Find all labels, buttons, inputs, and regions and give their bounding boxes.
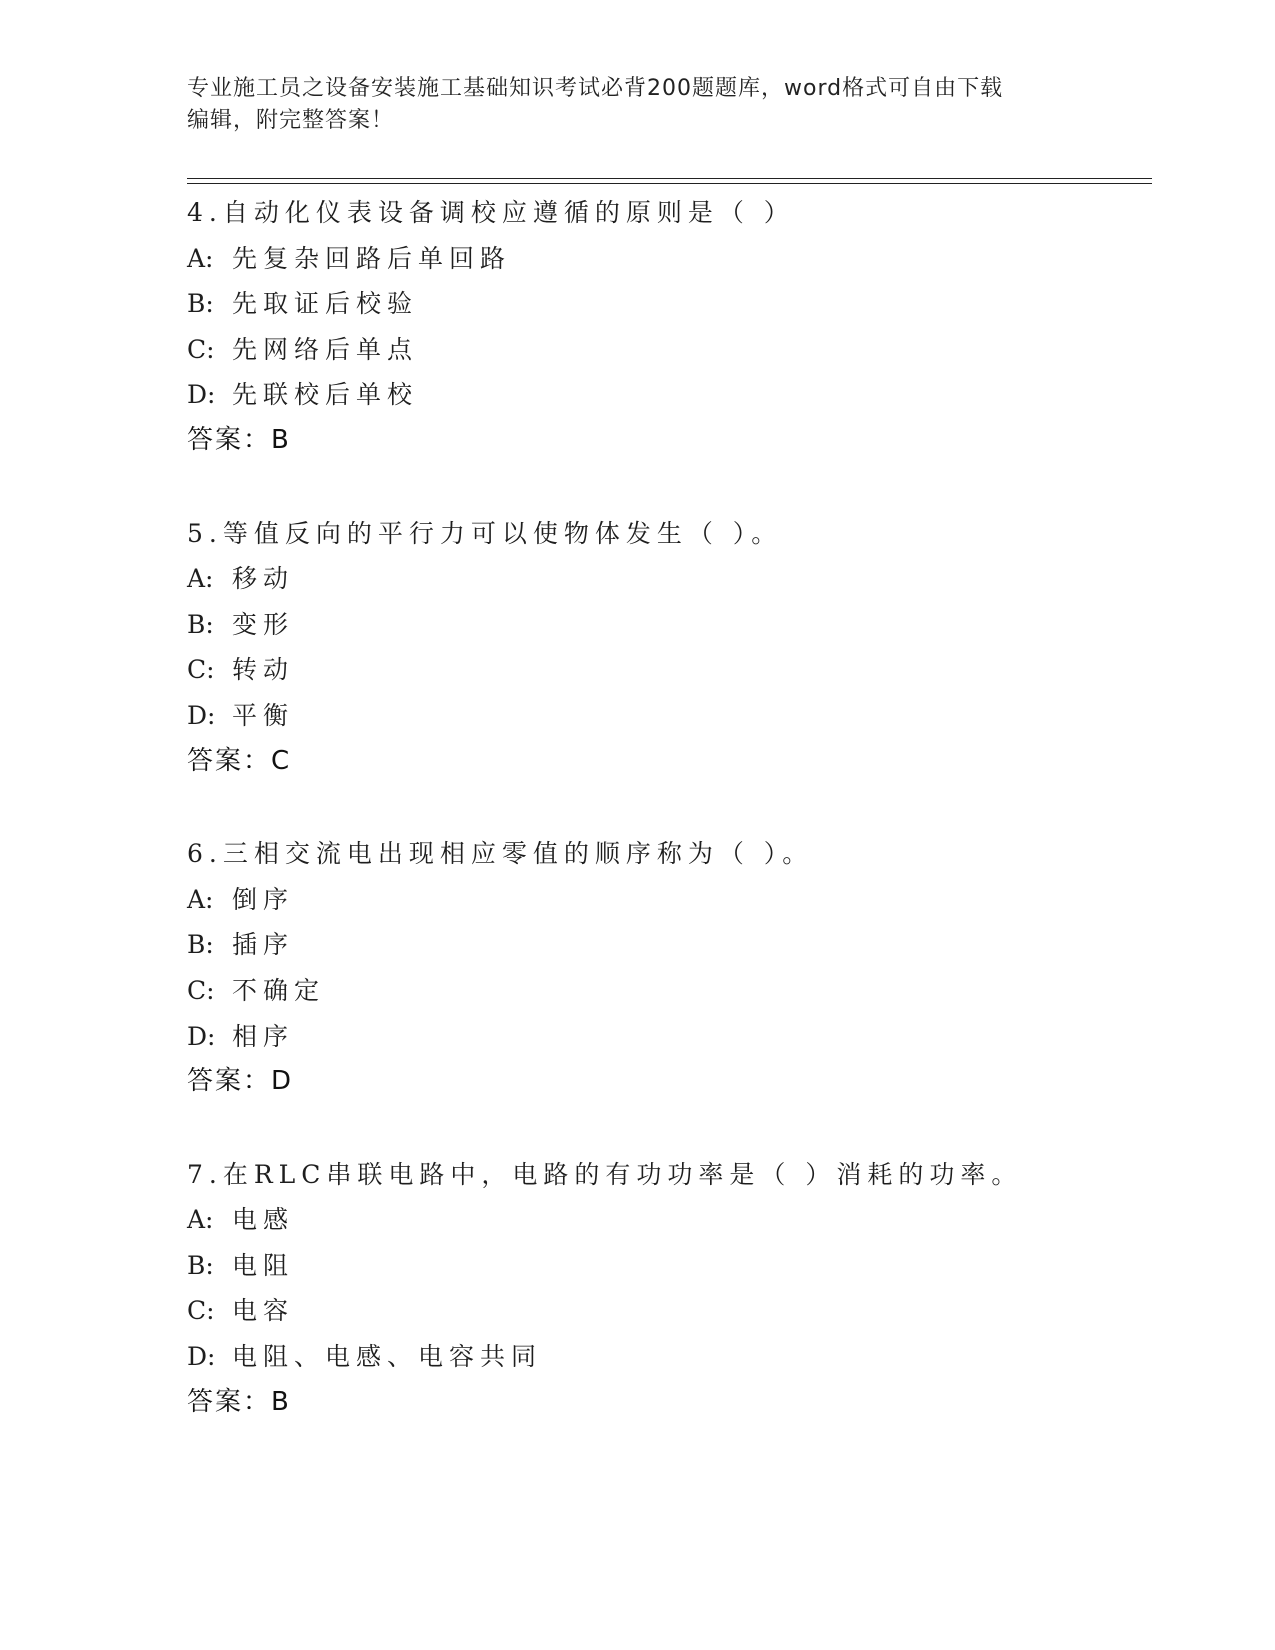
question-spacer bbox=[187, 464, 1147, 511]
question-stem bbox=[187, 190, 1147, 236]
question-text: 三相交流电出现相应零值的顺序称为（ ）。 bbox=[222, 839, 814, 869]
question-5 bbox=[187, 511, 1147, 785]
option-text: 先网络后单点 bbox=[232, 334, 419, 364]
question-4 bbox=[187, 190, 1147, 464]
option-letter: A: bbox=[187, 243, 214, 273]
option-text: 转动 bbox=[232, 655, 295, 685]
option-a bbox=[187, 877, 1147, 923]
question-number: 7. bbox=[187, 1159, 223, 1189]
option-c bbox=[187, 968, 1147, 1014]
answer-label: 答案： bbox=[187, 1386, 272, 1417]
option-text: 插序 bbox=[232, 930, 295, 960]
question-text: 等值反向的平行力可以使物体发生（ ）。 bbox=[222, 518, 783, 548]
option-d bbox=[187, 1014, 1147, 1060]
answer-value: D bbox=[271, 1066, 294, 1097]
question-text: 自动化仪表设备调校应遵循的原则是（ ） bbox=[222, 198, 795, 227]
answer-label: 答案： bbox=[187, 424, 272, 455]
question-stem bbox=[187, 511, 1147, 557]
option-letter: B: bbox=[187, 930, 214, 960]
option-letter: C: bbox=[187, 1296, 215, 1326]
question-number: 6. bbox=[187, 839, 223, 869]
option-text: 先联校后单校 bbox=[232, 380, 419, 410]
option-letter: A: bbox=[187, 564, 214, 594]
document-header bbox=[187, 73, 1087, 137]
question-stem bbox=[187, 831, 1147, 877]
option-letter: B: bbox=[187, 1250, 214, 1280]
option-letter: D: bbox=[187, 700, 216, 730]
option-a bbox=[187, 1197, 1147, 1243]
header-line-1: 专业施工员之设备安装施工基础知识考试必背200题题库，word格式可自由下载 bbox=[187, 76, 1004, 101]
question-spacer bbox=[187, 1105, 1147, 1152]
header-divider-top bbox=[187, 178, 1152, 179]
option-b bbox=[187, 922, 1147, 968]
option-letter: C: bbox=[187, 975, 215, 1005]
question-number: 5. bbox=[187, 518, 223, 548]
answer-value: C bbox=[271, 745, 292, 776]
answer-line bbox=[187, 1059, 1147, 1105]
option-text: 变形 bbox=[232, 609, 295, 639]
question-number: 4. bbox=[187, 198, 223, 227]
option-letter: C: bbox=[187, 334, 215, 364]
option-letter: C: bbox=[187, 655, 215, 685]
option-text: 电阻 bbox=[232, 1250, 295, 1280]
answer-line bbox=[187, 739, 1147, 785]
option-letter: B: bbox=[187, 289, 214, 319]
question-spacer bbox=[187, 784, 1147, 831]
option-letter: B: bbox=[187, 609, 214, 639]
header-line-2: 编辑，附完整答案！ bbox=[187, 108, 395, 133]
option-a bbox=[187, 556, 1147, 602]
option-c bbox=[187, 327, 1147, 373]
option-letter: D: bbox=[187, 380, 216, 410]
answer-label: 答案： bbox=[187, 745, 272, 776]
option-d bbox=[187, 693, 1147, 739]
option-text: 电阻、电感、电容共同 bbox=[232, 1342, 543, 1372]
option-text: 倒序 bbox=[232, 884, 295, 914]
option-text: 电容 bbox=[232, 1296, 295, 1326]
option-c bbox=[187, 647, 1147, 693]
option-letter: D: bbox=[187, 1342, 216, 1372]
option-text: 相序 bbox=[232, 1021, 295, 1051]
option-d bbox=[187, 372, 1147, 418]
question-7 bbox=[187, 1152, 1147, 1426]
answer-value: B bbox=[271, 1386, 291, 1417]
option-c bbox=[187, 1288, 1147, 1334]
option-b bbox=[187, 281, 1147, 327]
answer-line bbox=[187, 1380, 1147, 1426]
option-text: 不确定 bbox=[232, 975, 326, 1005]
answer-label: 答案： bbox=[187, 1066, 272, 1097]
option-b bbox=[187, 602, 1147, 648]
question-list bbox=[187, 190, 1147, 1425]
option-letter: D: bbox=[187, 1021, 216, 1051]
question-text: 在RLC串联电路中，电路的有功功率是（ ）消耗的功率。 bbox=[222, 1159, 1023, 1189]
option-letter: A: bbox=[187, 1205, 214, 1235]
answer-line bbox=[187, 418, 1147, 464]
option-b bbox=[187, 1243, 1147, 1289]
option-text: 先取证后校验 bbox=[232, 289, 419, 319]
option-text: 电感 bbox=[232, 1205, 295, 1235]
option-text: 平衡 bbox=[232, 700, 295, 730]
option-d bbox=[187, 1334, 1147, 1380]
option-text: 移动 bbox=[232, 564, 295, 594]
question-6 bbox=[187, 831, 1147, 1105]
option-a bbox=[187, 236, 1147, 282]
question-stem bbox=[187, 1152, 1147, 1198]
option-letter: A: bbox=[187, 884, 214, 914]
answer-value: B bbox=[271, 424, 291, 455]
header-divider-bottom bbox=[187, 183, 1152, 184]
option-text: 先复杂回路后单回路 bbox=[232, 243, 512, 273]
